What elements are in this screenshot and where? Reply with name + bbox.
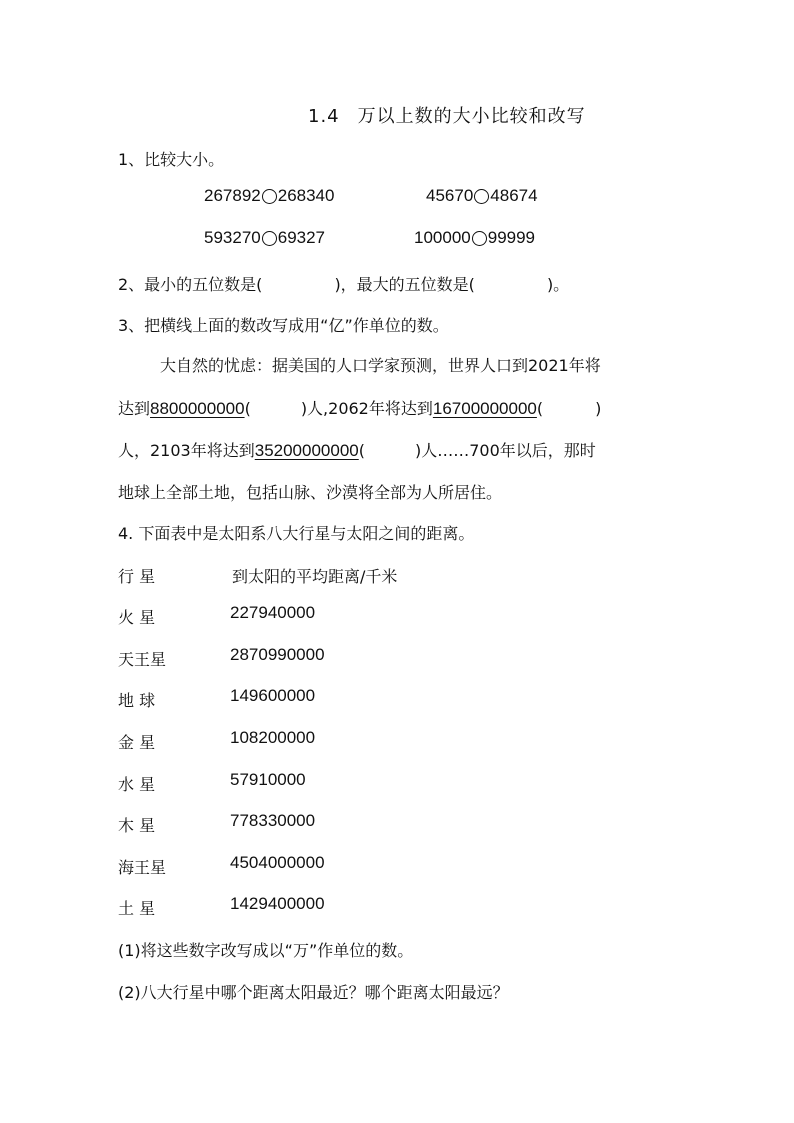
table-row-distance: 4504000000 xyxy=(230,853,325,872)
compare-circle[interactable] xyxy=(262,189,277,204)
q3-number-2: 16700000000 xyxy=(432,399,537,418)
table-row-distance: 108200000 xyxy=(230,728,316,747)
compare-pair-4 xyxy=(414,228,535,248)
compare-pair-1 xyxy=(204,186,334,206)
compare-right: 69327 xyxy=(277,228,326,247)
q2-text-2: )，最大的五位数是( xyxy=(334,275,475,294)
table-row-planet: 金 星 xyxy=(118,733,156,752)
table-row-planet: 木 星 xyxy=(118,816,156,835)
compare-pair-3 xyxy=(204,228,325,248)
q3-text: )人,2062年将达到 xyxy=(300,399,433,418)
compare-circle[interactable] xyxy=(472,231,487,246)
q3-text: ) xyxy=(595,399,602,418)
title-text: 万以上数的大小比较和改写 xyxy=(357,106,586,127)
table-header-distance: 到太阳的平均距离/千米 xyxy=(232,567,398,586)
title-number: 1.4 xyxy=(308,106,340,127)
q3-line-1: 大自然的忧虑：据美国的人口学家预测，世界人口到2021年将 xyxy=(160,356,601,375)
table-header-planet: 行 星 xyxy=(118,567,156,586)
table-row-planet: 火 星 xyxy=(118,608,156,627)
q2-line xyxy=(118,272,569,295)
q3-line-2 xyxy=(118,396,601,419)
q3-line-3 xyxy=(118,438,596,461)
q3-text: 达到 xyxy=(118,399,151,418)
compare-right: 268340 xyxy=(277,186,335,205)
q3-label: 3、把横线上面的数改写成用“亿”作单位的数。 xyxy=(118,316,449,335)
q3-text: 人，2103年将达到 xyxy=(118,441,255,460)
table-row-distance: 2870990000 xyxy=(230,645,325,664)
q3-text: ( xyxy=(358,441,365,460)
q3-line-4: 地球上全部土地，包括山脉、沙漠将全部为人所居住。 xyxy=(118,483,503,502)
q4-sub-2: (2)八大行星中哪个距离太阳最近？哪个距离太阳最远？ xyxy=(118,983,509,1002)
compare-circle[interactable] xyxy=(262,231,277,246)
table-row-planet: 水 星 xyxy=(118,775,156,794)
q4-label: 4. 下面表中是太阳系八大行星与太阳之间的距离。 xyxy=(118,524,475,543)
table-row-distance: 57910000 xyxy=(230,770,306,789)
compare-right: 99999 xyxy=(487,228,536,247)
table-row-planet: 土 星 xyxy=(118,899,156,918)
table-row-planet: 天王星 xyxy=(118,650,167,669)
q1-label: 1、比较大小。 xyxy=(118,150,225,169)
q2-text-1: 2、最小的五位数是( xyxy=(118,275,263,294)
q4-sub-1: (1)将这些数字改写成以“万”作单位的数。 xyxy=(118,941,414,960)
table-row-distance: 149600000 xyxy=(230,686,316,705)
q3-number-1: 8800000000 xyxy=(150,399,245,418)
q3-number-3: 35200000000 xyxy=(254,441,359,460)
table-row-planet: 地 球 xyxy=(118,691,156,710)
compare-left: 267892 xyxy=(204,186,261,205)
compare-right: 48674 xyxy=(490,186,538,205)
compare-circle[interactable] xyxy=(474,189,489,204)
compare-pair-2 xyxy=(426,186,538,206)
compare-left: 100000 xyxy=(414,228,471,247)
table-row-distance: 227940000 xyxy=(230,603,316,622)
q3-text: )人……700年以后，那时 xyxy=(415,441,596,460)
table-row-distance: 778330000 xyxy=(230,811,316,830)
compare-left: 45670 xyxy=(426,186,474,205)
table-row-distance: 1429400000 xyxy=(230,894,325,913)
q2-text-3: )。 xyxy=(546,275,570,294)
compare-left: 593270 xyxy=(204,228,261,247)
page-title xyxy=(308,102,586,128)
q3-text: ( xyxy=(536,399,544,418)
q3-text: ( xyxy=(244,399,251,418)
table-row-planet: 海王星 xyxy=(118,858,167,877)
